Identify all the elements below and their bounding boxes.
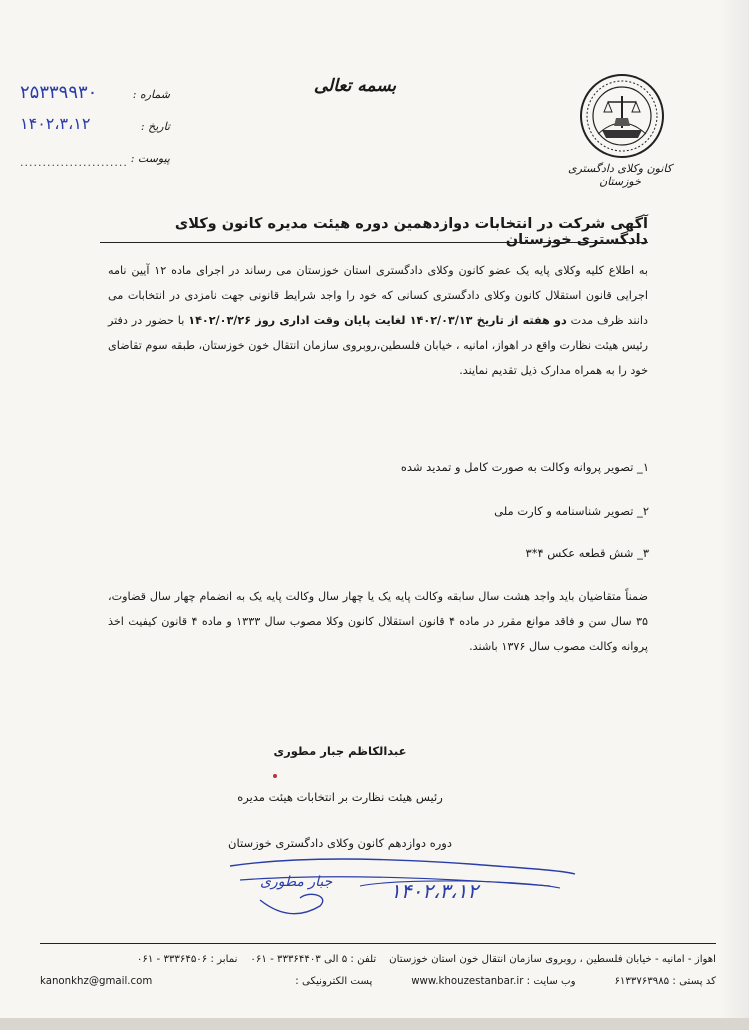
letter-date-label: تاریخ : <box>140 120 170 133</box>
letter-attachment-label: پیوست : <box>130 152 170 165</box>
footer-rule <box>40 943 716 944</box>
letter-attachment-row <box>20 152 170 174</box>
notice-title: آگهی شرکت در انتخابات دوازدهمین دوره هیئت مدیره کانون وکلای دادگستری خوزستان <box>174 216 648 248</box>
paragraph-1-text-b: با حضور در دفتر رئیس هیئت نظارت واقع در اهواز، امانیه ، خیابان فلسطین،روبروی سازمان انتقال خون خوزستان، طبقه سوم تقاضای خود را به همراه مدارک ذیل تقدیم نمایند. <box>108 314 648 377</box>
handwritten-name: جبار مطوری <box>260 874 333 890</box>
footer-phone: تلفن : ۵ الی ۳۳۳۶۴۴۰۳ - ۰۶۱ <box>250 954 377 965</box>
signatory-role: رئیس هیئت نظارت بر انتخابات هیئت مدیره <box>237 790 443 804</box>
letter-date-row <box>20 114 170 142</box>
footer-address: اهواز - امانیه - خیابان فلسطین ، روبروی سازمان انتقال خون استان خوزستان <box>389 954 716 965</box>
paragraph-1-date-range: دو هفته از تاریخ ۱۴۰۲/۰۳/۱۳ لغایت پایان وقت اداری روز ۱۴۰۲/۰۳/۲۶ <box>188 314 567 327</box>
basmala-heading: بسمه تعالی <box>313 76 397 96</box>
required-document-2: ۲_ تصویر شناسنامه و کارت ملی <box>494 504 649 518</box>
letter-date-value: ۱۴۰۲،۳،۱۲ <box>20 114 91 133</box>
letter-number-label: شماره : <box>132 88 170 101</box>
signatory-organization: دوره دوازدهم کانون وکلای دادگستری خوزستان <box>228 836 452 850</box>
title-underline <box>100 242 648 243</box>
handwritten-date: ۱۴۰۲،۳،۱۲ <box>390 879 479 903</box>
footer-email[interactable]: kanonkhz@gmail.com <box>40 976 153 987</box>
letter-attachment-value: ........................ <box>20 156 128 169</box>
handwritten-signature <box>220 846 580 926</box>
footer-website-label: وب سایت : <box>526 976 576 987</box>
footer-email-label: پست الکترونیکی : <box>295 976 373 987</box>
footer-fax: نمابر : ۳۳۳۶۴۵۰۶ - ۰۶۱ <box>136 954 238 965</box>
footer-postal-web <box>295 976 716 987</box>
footer-address-phone <box>137 954 716 965</box>
notice-paragraph-2: ضمناً متقاضیان باید واجد هشت سال سابقه وکالت پایه یک یا چهار سال وکالت پایه یک به انضمام چهار سال قضاوت، ۳۵ سال سن و فاقد موانع مقرر در ماده ۴ قانون استقلال کانون وکلا مصوب سال ۱۳۳۳ و ماده ۴ قانون کیفیت اخذ پروانه وکالت مصوب سال ۱۳۷۶ باشند. <box>108 590 648 653</box>
notice-paragraph-1 <box>108 258 648 383</box>
required-document-3: ۳_ شش قطعه عکس ۴*۳ <box>525 546 649 560</box>
bar-association-emblem-icon <box>578 72 666 160</box>
footer-website[interactable]: www.khouzestanbar.ir <box>411 976 524 987</box>
signatory-name: عبدالکاظم جبار مطوری <box>273 744 407 758</box>
footer-postal-code: کد پستی : ۶۱۳۳۷۶۳۹۸۵ <box>614 976 716 987</box>
organization-name: کانون وکلای دادگستری خوزستان <box>567 162 673 188</box>
required-document-1: ۱_ تصویر پروانه وکالت به صورت کامل و تمدید شده <box>400 460 649 474</box>
paragraph-1-text-a: به اطلاع کلیه وکلای پایه یک عضو کانون وکلای دادگستری استان خوزستان می رساند در اجرای ماده ۱۲ آیین نامه اجرایی قانون استقلال کانون وکلای دادگستری کسانی که خود را واجد شرایط قانونی جهت نامزدی در انتخابات می دانند ظرف مدت <box>108 264 649 327</box>
ink-dot <box>273 774 277 778</box>
scan-edge-shadow <box>719 0 749 1030</box>
letter-number-row <box>20 82 170 110</box>
letter-number-value: ۲۵۳۳۹۹۳۰ <box>20 82 98 103</box>
scan-bottom-band <box>0 1018 749 1030</box>
